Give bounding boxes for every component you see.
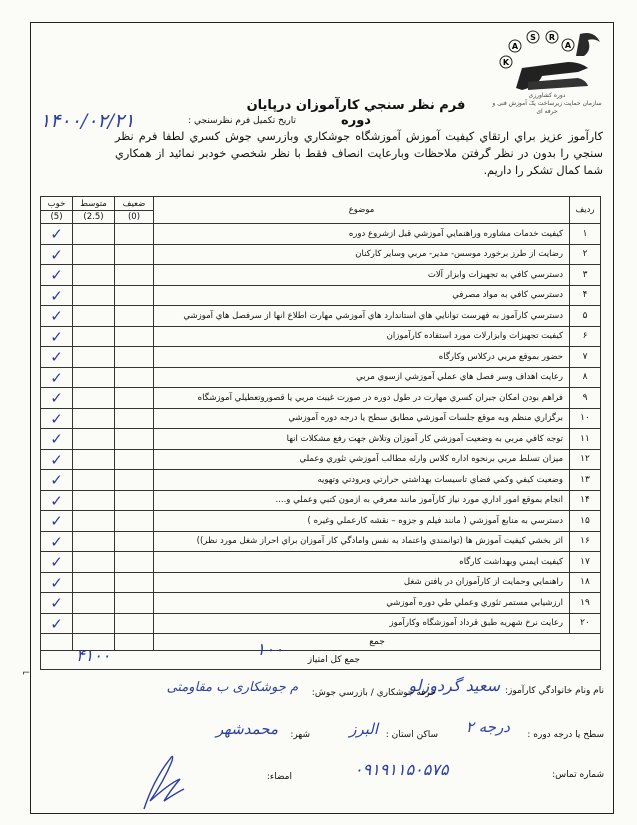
row-topic: رعايت اهداف وسر فصل هاي عملي آموزشي ازسوي مربي [154, 367, 570, 388]
phone-value[interactable]: ۰۹۱۹۱۱۵۰۵۷۵ [354, 760, 449, 779]
table-row [41, 429, 601, 450]
trainee-name-value[interactable]: سعید گردوزلو [408, 676, 500, 695]
score-weak: (0) [115, 211, 154, 224]
row-number: ۸ [570, 367, 601, 388]
check-mark-icon: ✓ [50, 491, 63, 510]
check-mark-icon: ✓ [50, 512, 63, 531]
rating-weak-cell[interactable] [115, 531, 154, 552]
rating-good-cell[interactable] [41, 367, 73, 388]
rating-good-cell[interactable] [41, 326, 73, 347]
table-row [41, 490, 601, 511]
rating-good-cell[interactable] [41, 306, 73, 327]
rating-good-cell[interactable] [41, 388, 73, 409]
rating-medium-cell[interactable] [73, 224, 115, 245]
rating-weak-cell[interactable] [115, 388, 154, 409]
row-number: ۷ [570, 347, 601, 368]
logo-letter-a2: A [564, 41, 572, 50]
check-mark-icon: ✓ [50, 471, 63, 490]
rating-weak-cell[interactable] [115, 326, 154, 347]
check-mark-icon: ✓ [50, 389, 63, 408]
row-number: ۱۵ [570, 511, 601, 532]
row-topic: فراهم بودن امكان جبران كسري مهارت در طول دوره در صورت غيبت مربي يا قصوروتعطيلي آموزشگاه [154, 388, 570, 409]
rating-good-cell[interactable] [41, 470, 73, 491]
row-number: ۳ [570, 265, 601, 286]
rating-medium-cell[interactable] [73, 306, 115, 327]
row-number: ۲۰ [570, 613, 601, 634]
row-topic: كيفيت خدمات مشاوره وراهنمايي آموزشي قبل ازشروع دوره [154, 224, 570, 245]
trade-value[interactable]: م جوشکاری ب مقاومتی [166, 680, 298, 695]
rating-medium-cell[interactable] [73, 265, 115, 286]
check-mark-icon: ✓ [50, 430, 63, 449]
row-number: ۹ [570, 388, 601, 409]
check-mark-icon: ✓ [50, 614, 63, 633]
row-topic: كيفيت تجهيزات وابزارلات مورد استفاده كارآموزان [154, 326, 570, 347]
total-score-value[interactable]: ۱۰۰ [256, 640, 284, 660]
rating-medium-cell[interactable] [73, 552, 115, 573]
signature-label: امضاء: [266, 772, 292, 782]
rating-medium-cell[interactable] [73, 326, 115, 347]
survey-table [40, 196, 601, 670]
row-topic: توجه كافي مربي به وضعيت آموزشي كار آموزان وتلاش جهت رفع مشكلات انها [154, 429, 570, 450]
completion-date-label: تاريخ تكميل فرم نظرسنجي : [188, 116, 296, 126]
row-number: ۱۹ [570, 593, 601, 614]
row-number: ۵ [570, 306, 601, 327]
rating-medium-cell[interactable] [73, 285, 115, 306]
rating-good-cell[interactable] [41, 552, 73, 573]
rating-weak-cell[interactable] [115, 367, 154, 388]
check-mark-icon: ✓ [50, 532, 63, 551]
rating-medium-cell[interactable] [73, 572, 115, 593]
city-label: شهر: [290, 730, 310, 740]
logo-letter-k: K [502, 58, 510, 67]
rating-medium-cell[interactable] [73, 347, 115, 368]
table-row [41, 593, 601, 614]
rating-good-cell[interactable] [41, 511, 73, 532]
rating-weak-cell[interactable] [115, 470, 154, 491]
row-number: ۴ [570, 285, 601, 306]
rating-good-cell[interactable] [41, 490, 73, 511]
check-mark-icon: ✓ [50, 553, 63, 572]
row-topic: راهنمايي وحمايت از كارآموزان در يافتن شغل [154, 572, 570, 593]
total-score-label: جمع كل امتياز [307, 655, 360, 665]
table-row [41, 326, 601, 347]
header-weak: ضعيف [115, 197, 154, 211]
table-row [41, 224, 601, 245]
check-mark-icon: ✓ [50, 573, 63, 592]
rating-good-cell[interactable] [41, 613, 73, 634]
logo-caption: دوره کشاورزی سازمان حمایت زیرساخت یک آموزش فنی و حرفه ای [492, 92, 602, 115]
row-number: ۲ [570, 244, 601, 265]
rating-weak-cell[interactable] [115, 490, 154, 511]
rating-medium-cell[interactable] [73, 408, 115, 429]
row-topic: ميزان تسلط مربي برنحوه اداره كلاس وارئه مطالب آموزشي تئوري وعملي [154, 449, 570, 470]
row-topic: كيفيت ايمني وبهداشت كارگاه [154, 552, 570, 573]
rating-good-cell[interactable] [41, 285, 73, 306]
rating-weak-cell[interactable] [115, 224, 154, 245]
total-score-row [41, 651, 601, 670]
rating-weak-cell[interactable] [115, 552, 154, 573]
sum-good-cell[interactable] [41, 634, 73, 651]
header-good: خوب [41, 197, 73, 211]
table-row [41, 367, 601, 388]
rating-weak-cell[interactable] [115, 265, 154, 286]
check-mark-icon: ✓ [50, 286, 63, 305]
rating-good-cell[interactable] [41, 572, 73, 593]
row-topic: دسترسي كارآموز به فهرست توانايي هاي استاندارد هاي آموزشي مهارت اطلاع انها از سرفصل هاي آموزشي [154, 306, 570, 327]
margin-mark: ⌐ [22, 668, 31, 679]
check-mark-icon: ✓ [50, 225, 63, 244]
rating-medium-cell[interactable] [73, 429, 115, 450]
rating-good-cell[interactable] [41, 244, 73, 265]
course-level-label: سطح يا درجه دوره : [527, 730, 604, 740]
total-score-margin-note: ۴۱۰۰ [76, 646, 111, 665]
logo-letter-a1: A [511, 42, 519, 51]
table-row [41, 552, 601, 573]
rating-weak-cell[interactable] [115, 347, 154, 368]
trainee-signature[interactable] [134, 745, 194, 815]
rating-good-cell[interactable] [41, 347, 73, 368]
row-number: ۱۱ [570, 429, 601, 450]
logo-letter-s: S [530, 33, 536, 42]
rating-medium-cell[interactable] [73, 593, 115, 614]
rating-medium-cell[interactable] [73, 388, 115, 409]
rating-weak-cell[interactable] [115, 511, 154, 532]
table-row [41, 244, 601, 265]
header-medium: متوسط [73, 197, 115, 211]
table-row [41, 613, 601, 634]
row-topic: ارزشيابي مستمر تئوري وعملي طي دوره آموزشي [154, 593, 570, 614]
row-topic: وضعيت كيفي وكمي فضاي تاسيسات بهداشتي حرارتي وبرودتي وتهويه [154, 470, 570, 491]
score-good: (5) [41, 211, 73, 224]
sum-label: جمع [154, 634, 601, 651]
score-medium: (2.5) [73, 211, 115, 224]
row-topic: اثر بخشي كيفيت آموزش ها (توانمندي واعتماد به نفس وامادگي كار آموزان براي احراز شغل مورد نظر)) [154, 531, 570, 552]
rating-weak-cell[interactable] [115, 244, 154, 265]
trade-label: حرفه جوشكاري / بازرسي جوش: [311, 688, 436, 698]
form-title: فرم نظر سنجي كارآموزان درپايان دوره [246, 98, 466, 128]
rating-good-cell[interactable] [41, 593, 73, 614]
row-topic: رضايت از طرز برخورد موسس- مدير- مربي وساير كاركنان [154, 244, 570, 265]
check-mark-icon: ✓ [50, 450, 63, 469]
rating-good-cell[interactable] [41, 265, 73, 286]
header-row-number: رديف [570, 197, 601, 224]
rating-medium-cell[interactable] [73, 613, 115, 634]
check-mark-icon: ✓ [50, 307, 63, 326]
sum-weak-cell[interactable] [115, 634, 154, 651]
city-value[interactable]: محمدشهر [215, 720, 278, 738]
header-topic: موضوع [154, 197, 570, 224]
rating-good-cell[interactable] [41, 449, 73, 470]
row-number: ۱۸ [570, 572, 601, 593]
rating-weak-cell[interactable] [115, 429, 154, 450]
row-number: ۱۰ [570, 408, 601, 429]
row-topic: انجام بموقع امور اداري مورد نياز كارآموز مانند معرفي به ازمون كتبي وعملي و.... [154, 490, 570, 511]
row-topic: حضور بموقع مربي دركلاس وكارگاه [154, 347, 570, 368]
check-mark-icon: ✓ [50, 409, 63, 428]
rating-weak-cell[interactable] [115, 572, 154, 593]
check-mark-icon: ✓ [50, 368, 63, 387]
row-topic: دسترسي كافي به مواد مصرفي [154, 285, 570, 306]
row-number: ۶ [570, 326, 601, 347]
table-row [41, 531, 601, 552]
rating-medium-cell[interactable] [73, 531, 115, 552]
check-mark-icon: ✓ [50, 594, 63, 613]
check-mark-icon: ✓ [50, 266, 63, 285]
row-topic: دسترسي كافي به تجهيزات وابزار آلات [154, 265, 570, 286]
rating-weak-cell[interactable] [115, 449, 154, 470]
row-topic: دسترسي به منابع آموزشي ( مانند فيلم و جزوه – نقشه كارعملي وغيره ) [154, 511, 570, 532]
rating-weak-cell[interactable] [115, 593, 154, 614]
table-row [41, 511, 601, 532]
rating-medium-cell[interactable] [73, 244, 115, 265]
province-label: ساكن استان : [385, 730, 438, 740]
province-value[interactable]: البرز [349, 720, 378, 738]
check-mark-icon: ✓ [50, 245, 63, 264]
table-row [41, 449, 601, 470]
check-mark-icon: ✓ [50, 327, 63, 346]
row-number: ۱۲ [570, 449, 601, 470]
rating-weak-cell[interactable] [115, 285, 154, 306]
table-row [41, 470, 601, 491]
completion-date-value[interactable]: ۱۴۰۰/۰۲/۲۱ [40, 110, 135, 132]
rating-good-cell[interactable] [41, 531, 73, 552]
intro-paragraph: كارآموز عزيز براي ارتقاي كيفيت آموزش آموزشگاه جوشكاري وبازرسي جوش كسري لطفا فرم نظر سنجي را بدون در نظر گرفتن ملاحظات وبارعايت انصاف فقط با نظر شخصي خودبر نمائيد از همكاري شما كمال تشكر را داريم. [115, 130, 603, 177]
row-number: ۱۳ [570, 470, 601, 491]
rating-weak-cell[interactable] [115, 306, 154, 327]
row-number: ۱ [570, 224, 601, 245]
trainee-name-label: نام ونام خانوادگي كارآموز: [504, 686, 604, 696]
rating-medium-cell[interactable] [73, 511, 115, 532]
table-row [41, 388, 601, 409]
row-topic: رعايت نرخ شهريه طبق قرداد آموزشگاه وكارآموز [154, 613, 570, 634]
row-topic: برگزاري منظم وبه موقع جلسات آموزشي مطابق سطح يا درجه دوره آموزشي [154, 408, 570, 429]
table-row [41, 285, 601, 306]
rating-medium-cell[interactable] [73, 449, 115, 470]
table-row [41, 265, 601, 286]
course-level-value[interactable]: درجه ۲ [465, 718, 510, 736]
row-number: ۱۴ [570, 490, 601, 511]
rating-weak-cell[interactable] [115, 613, 154, 634]
rating-good-cell[interactable] [41, 408, 73, 429]
check-mark-icon: ✓ [50, 348, 63, 367]
table-row [41, 572, 601, 593]
rating-medium-cell[interactable] [73, 470, 115, 491]
row-number: ۱۷ [570, 552, 601, 573]
rating-good-cell[interactable] [41, 429, 73, 450]
table-row [41, 306, 601, 327]
table-row [41, 408, 601, 429]
rating-weak-cell[interactable] [115, 408, 154, 429]
rating-medium-cell[interactable] [73, 367, 115, 388]
table-row [41, 347, 601, 368]
rating-good-cell[interactable] [41, 224, 73, 245]
phone-label: شماره تماس: [552, 770, 604, 780]
logo-letter-r: R [548, 33, 556, 42]
rating-medium-cell[interactable] [73, 490, 115, 511]
row-number: ۱۶ [570, 531, 601, 552]
